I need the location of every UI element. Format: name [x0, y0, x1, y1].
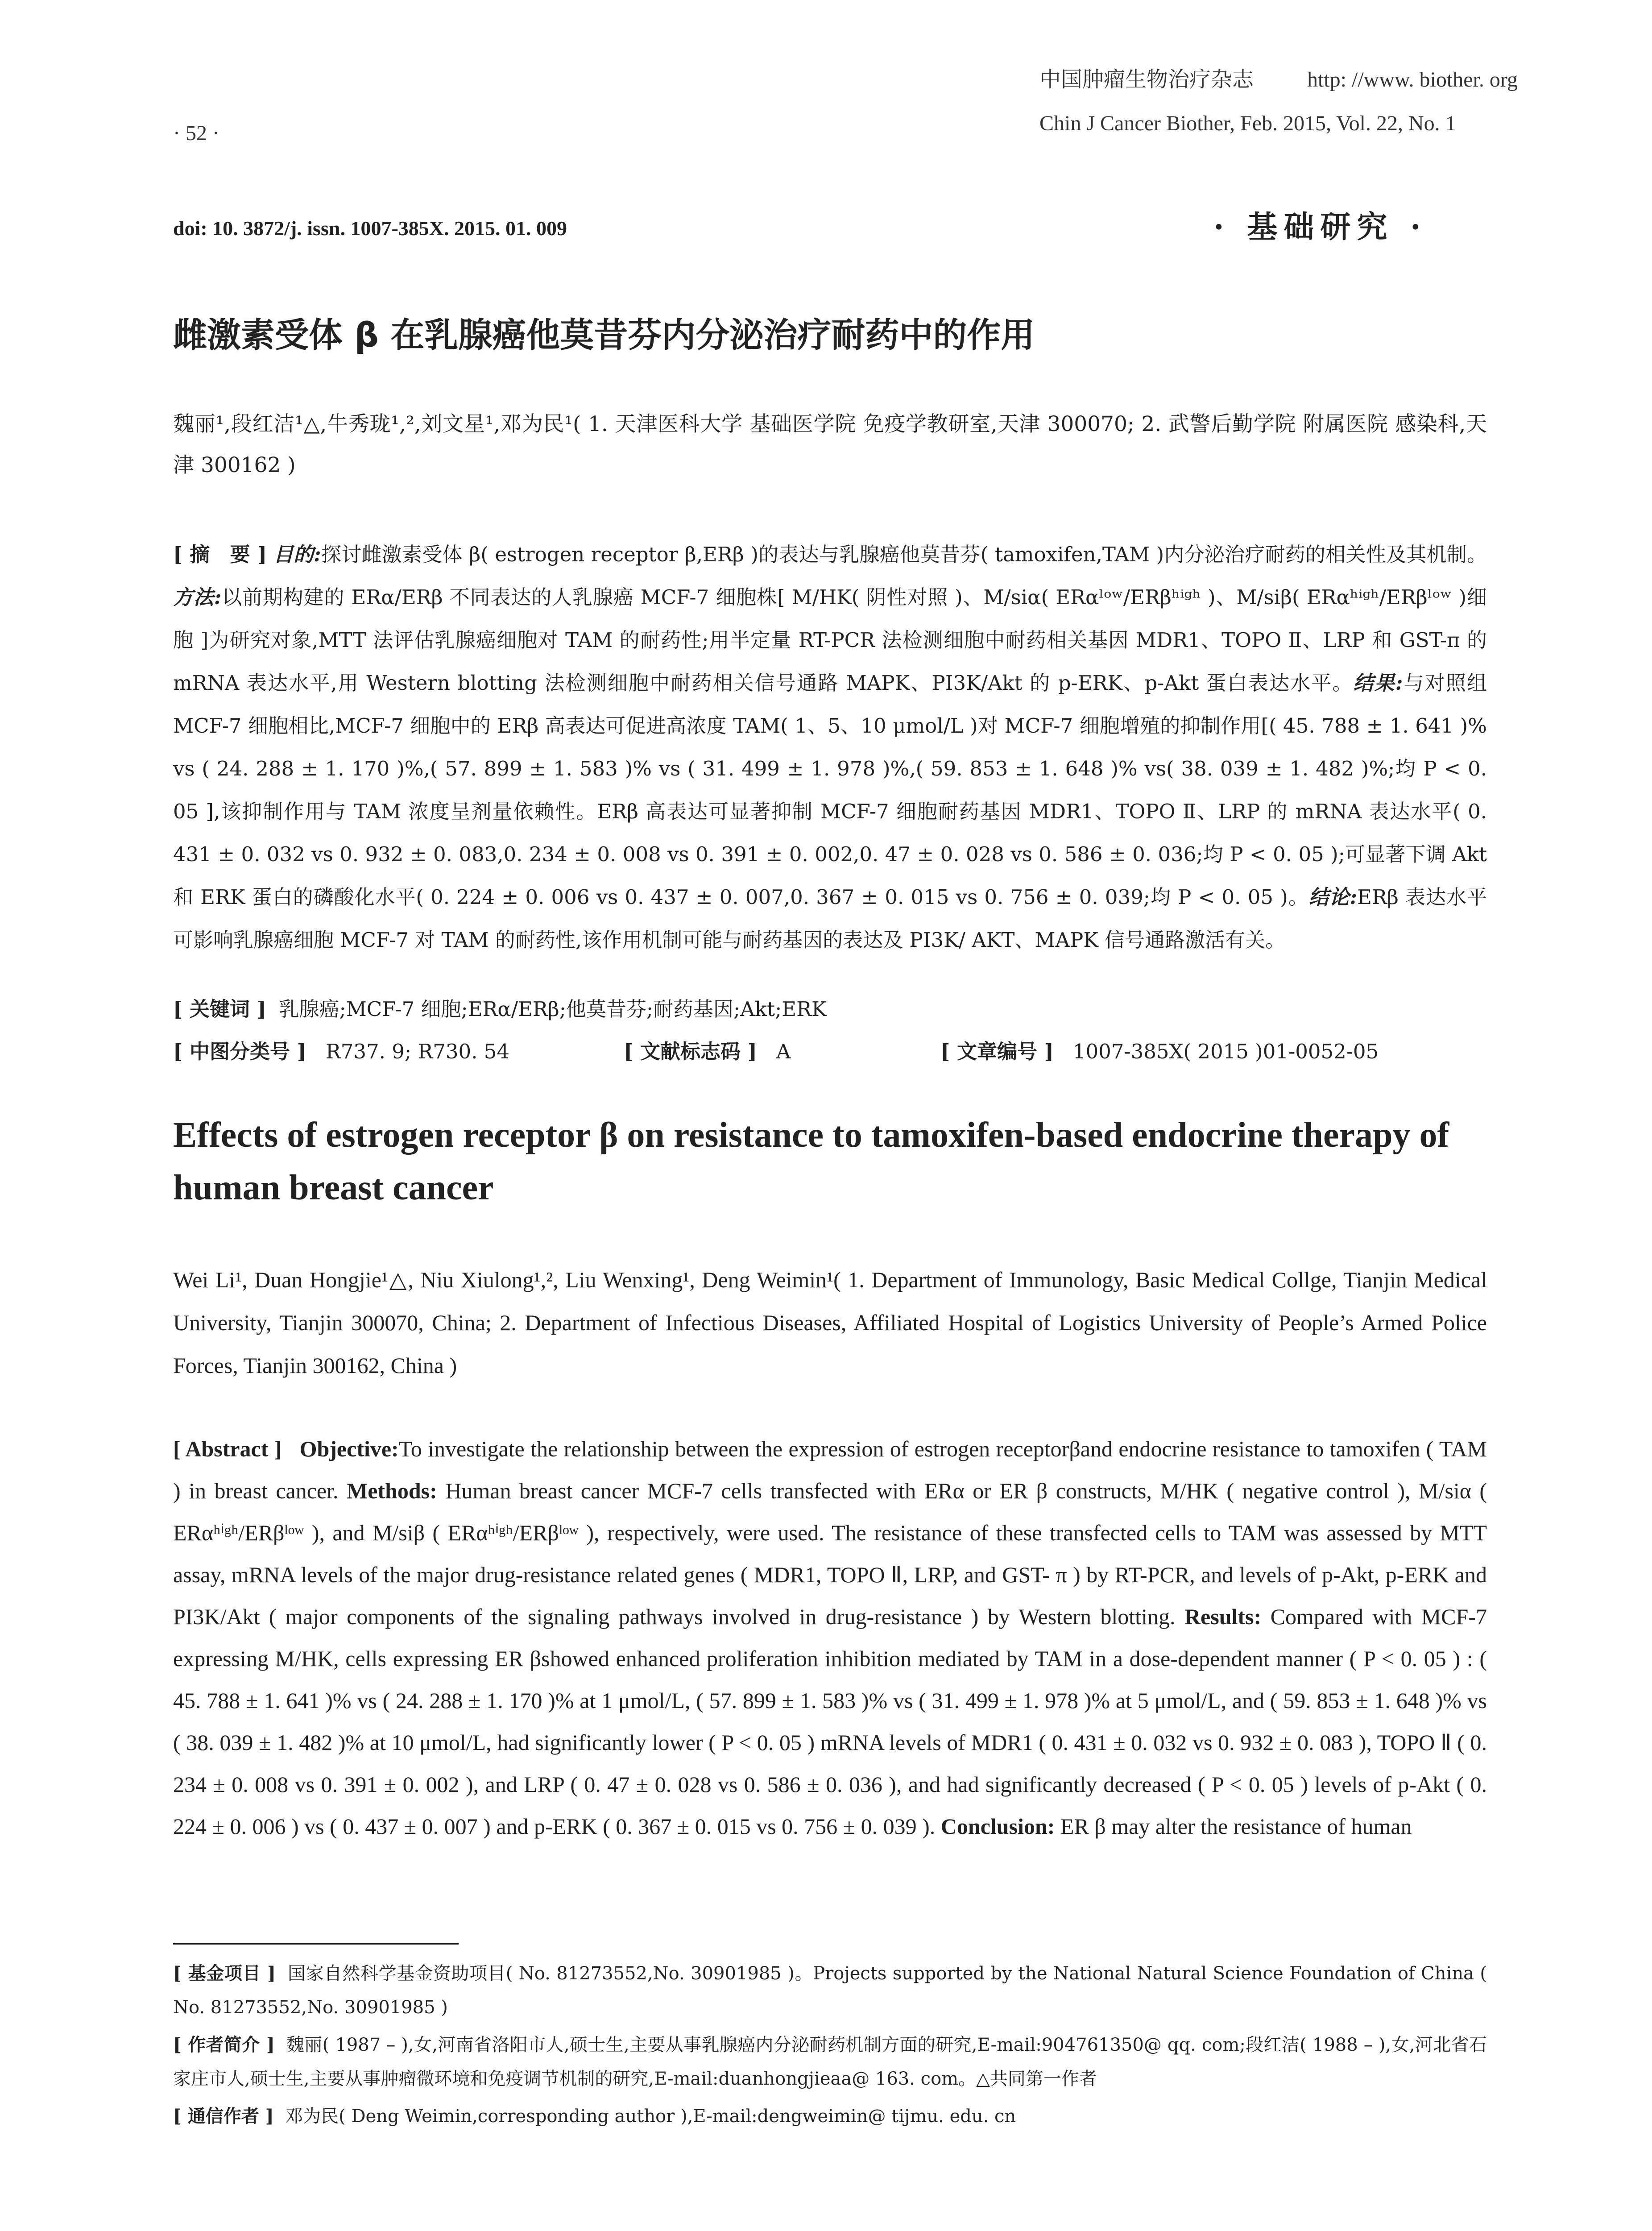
clc-label: [ 中图分类号 ]	[173, 1040, 306, 1063]
doc-code-row	[624, 1035, 791, 1064]
objective-en: To investigate the relationship between the expression of estrogen receptorβand endocrine resistance to tamoxifen ( TAM ) in breast cancer.	[173, 1436, 1487, 1503]
journal-url[interactable]: http: //www. biother. org	[1307, 68, 1518, 91]
corresponding-text[interactable]: 邓为民( Deng Weimin,corresponding author ),E-mail:dengweimin@ tijmu. edu. cn	[285, 2106, 1016, 2127]
article-no-label: [ 文章编号 ]	[940, 1040, 1054, 1063]
results-zh: 与对照组 MCF-7 细胞相比,MCF-7 细胞中的 ERβ 高表达可促进高浓度 TAM( 1、5、10 μmol/L )对 MCF-7 细胞增殖的抑制作用[( 45. 788 ± 1. 641 )% vs ( 24. 288 ± 1. 170 )%,( 57. 899 ± 1. 583 )% vs ( 31. 499 ± 1. 978 )%,( 59. 853 ± 1. 648 )% vs( 38. 039 ± 1. 482 )%;均 P < 0. 05 ],该抑制作用与 TAM 浓度呈剂量依赖性。ERβ 高表达可显著抑制 MCF-7 细胞耐药基因 MDR1、TOPO Ⅱ、LRP 的 mRNA 表达水平( 0. 431 ± 0. 032 vs 0. 932 ± 0. 083,0. 234 ± 0. 008 vs 0. 391 ± 0. 002,0. 47 ± 0. 028 vs 0. 586 ± 0. 036;均 P < 0. 05 );可显著下调 Akt 和 ERK 蛋白的磷酸化水平( 0. 224 ± 0. 006 vs 0. 437 ± 0. 007,0. 367 ± 0. 015 vs 0. 756 ± 0. 039;均 P < 0. 05 )。	[173, 671, 1487, 909]
article-no-value: 1007-385X( 2015 )01-0052-05	[1072, 1040, 1379, 1063]
objective-zh: 探讨雌激素受体 β( estrogen receptor β,ERβ )的表达与乳腺癌他莫昔芬( tamoxifen,TAM )内分泌治疗耐药的相关性及其机制。	[321, 543, 1487, 566]
conclusion-en: ER β may alter the resistance of human	[1060, 1814, 1412, 1839]
keywords: 乳腺癌;MCF-7 细胞;ERα/ERβ;他莫昔芬;耐药基因;Akt;ERK	[279, 997, 827, 1021]
authors-zh: 魏丽¹,段红洁¹△,牛秀珑¹,²,刘文星¹,邓为民¹( 1. 天津医科大学 基础医学院 免疫学教研室,天津 300070; 2. 武警后勤学院 附属医院 感染科,天津 300162 )	[173, 412, 1487, 477]
clc-value: R737. 9; R730. 54	[325, 1040, 509, 1063]
doi[interactable]: doi: 10. 3872/j. issn. 1007-385X. 2015. 01. 009	[173, 217, 567, 240]
article-no-row	[940, 1035, 1379, 1064]
results-en: Compared with MCF-7 expressing M/HK, cells expressing ER βshowed enhanced proliferation inhibition mediated by TAM in a dose-dependent manner ( P < 0. 05 ) : ( 45. 788 ± 1. 641 )% vs ( 24. 288 ± 1. 170 )% at 1 μmol/L, ( 57. 899 ± 1. 583 )% vs ( 31. 499 ± 1. 978 )% at 5 μmol/L, and ( 59. 853 ± 1. 648 )% vs ( 38. 039 ± 1. 482 )% at 10 μmol/L, had significantly lower ( P < 0. 05 ) mRNA levels of MDR1 ( 0. 431 ± 0. 032 vs 0. 932 ± 0. 083 ), TOPO Ⅱ ( 0. 234 ± 0. 008 vs 0. 391 ± 0. 002 ), and LRP ( 0. 47 ± 0. 028 vs 0. 586 ± 0. 036 ), and had significantly decreased ( P < 0. 05 ) levels of p-Akt ( 0. 224 ± 0. 006 ) vs ( 0. 437 ± 0. 007 ) and p-ERK ( 0. 367 ± 0. 015 vs 0. 756 ± 0. 039 ).	[173, 1604, 1487, 1839]
keywords-label: [ 关键词 ]	[173, 997, 266, 1021]
conclusion-zh: ERβ 表达水平可影响乳腺癌细胞 MCF-7 对 TAM 的耐药性,该作用机制可能与耐药基因的表达及 PI3K/ AKT、MAPK 信号通路激活有关。	[173, 885, 1487, 952]
abstract-zh-label: [ 摘 要 ]	[173, 543, 267, 566]
doc-code-label: [ 文献标志码 ]	[624, 1040, 757, 1063]
abstract-en	[173, 1428, 1487, 1847]
page-number: · 52 ·	[173, 121, 219, 145]
fund-text: 国家自然科学基金资助项目( No. 81273552,No. 30901985 )。Projects supported by the National Natural Science Foundation of China ( No. 81273552,No. 30901985 )	[173, 1963, 1487, 2018]
abstract-zh	[173, 533, 1487, 962]
clc-row	[173, 1035, 509, 1064]
methods-en: Human breast cancer MCF-7 cells transfected with ERα or ER β constructs, M/HK ( negative control ), M/siα ( ERαʰⁱᵍʰ/ERβˡᵒʷ ), and M/siβ ( ERαʰⁱᵍʰ/ERβˡᵒʷ ), respectively, were used. The resistance of these transfected cells to TAM was assessed by MTT assay, mRNA levels of the major drug-resistance related genes ( MDR1, TOPO Ⅱ, LRP, and GST- π ) by RT-PCR, and levels of p-Akt, p-ERK and PI3K/Akt ( major components of the signaling pathways involved in drug-resistance ) by Western blotting.	[173, 1478, 1487, 1629]
conclusion-label-en: Conclusion:	[940, 1814, 1055, 1839]
journal-citation: Chin J Cancer Biother, Feb. 2015, Vol. 22, No. 1	[1039, 112, 1456, 135]
abstract-en-label: [ Abstract ]	[173, 1436, 282, 1461]
doc-code-value: A	[776, 1040, 791, 1063]
objective-label-zh: 目的:	[273, 543, 321, 566]
footnote-corresponding	[173, 2099, 1487, 2133]
paper-title-en: Effects of estrogen receptor β on resistance to tamoxifen-based endocrine therapy of human breast cancer	[173, 1116, 1449, 1207]
footnote-fund	[173, 1957, 1487, 2024]
objective-label-en: Objective:	[299, 1436, 399, 1461]
journal-name-cn: 中国肿瘤生物治疗杂志	[1039, 68, 1254, 91]
results-label-zh: 结果:	[1353, 671, 1403, 695]
authors-en: Wei Li¹, Duan Hongjie¹△, Niu Xiulong¹,², Liu Wenxing¹, Deng Weimin¹( 1. Department of Immunology, Basic Medical Collge, Tianjin Medical University, Tianjin 300070, China; 2. Department of Infectious Diseases, Affiliated Hospital of Logistics University of People’s Armed Police Forces, Tianjin 300162, China )	[173, 1267, 1487, 1378]
conclusion-label-zh: 结论:	[1308, 885, 1358, 909]
footnote-divider	[173, 1943, 459, 1945]
methods-label-zh: 方法:	[173, 585, 222, 609]
author-bio-text: 魏丽( 1987 – ),女,河南省洛阳市人,硕士生,主要从事乳腺癌内分泌耐药机制方面的研究,E-mail:904761350@ qq. com;段红洁( 1988 – ),女,河北省石家庄市人,硕士生,主要从事肿瘤微环境和免疫调节机制的研究,E-mail:duanhongjieaa@ 163. com。△共同第一作者	[173, 2035, 1487, 2089]
keywords-row	[173, 993, 827, 1022]
section-tag: · 基础研究 ·	[1213, 209, 1427, 245]
paper-title-zh: 雌激素受体 β 在乳腺癌他莫昔芬内分泌治疗耐药中的作用	[173, 315, 1035, 355]
methods-label-en: Methods:	[347, 1478, 437, 1503]
methods-zh: 以前期构建的 ERα/ERβ 不同表达的人乳腺癌 MCF-7 细胞株[ M/HK( 阴性对照 )、M/siα( ERαˡᵒʷ/ERβʰⁱᵍʰ )、M/siβ( ERαʰⁱᵍʰ/ERβˡᵒʷ )细胞 ]为研究对象,MTT 法评估乳腺癌细胞对 TAM 的耐药性;用半定量 RT-PCR 法检测细胞中耐药相关基因 MDR1、TOPO Ⅱ、LRP 和 GST-π 的 mRNA 表达水平,用 Western blotting 法检测细胞中耐药相关信号通路 MAPK、PI3K/Akt 的 p-ERK、p-Akt 蛋白表达水平。	[173, 585, 1487, 695]
corresponding-label: [ 通信作者 ]	[173, 2106, 274, 2127]
results-label-en: Results:	[1184, 1604, 1262, 1629]
author-bio-label: [ 作者简介 ]	[173, 2034, 275, 2055]
footnote-author	[173, 2028, 1487, 2096]
fund-label: [ 基金项目 ]	[173, 1963, 276, 1984]
